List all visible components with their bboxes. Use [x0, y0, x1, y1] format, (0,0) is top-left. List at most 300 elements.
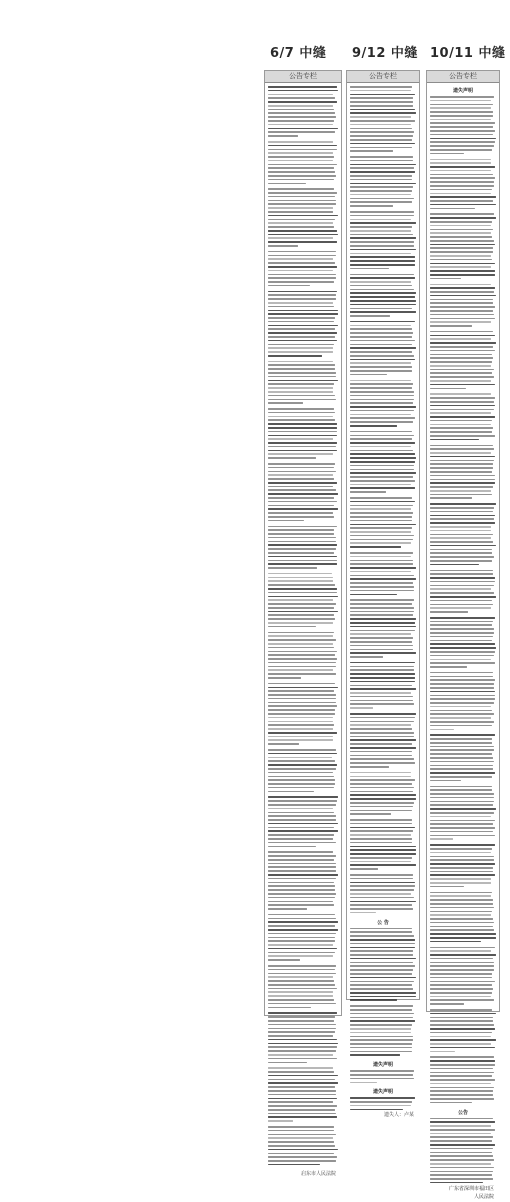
text-line	[268, 830, 338, 832]
text-line	[350, 304, 416, 306]
text-line	[350, 1039, 413, 1041]
text-line	[268, 1020, 334, 1022]
text-line	[430, 1028, 495, 1030]
paragraph-gap	[350, 916, 416, 918]
text-line	[350, 1078, 414, 1080]
text-line	[430, 721, 494, 723]
text-line	[268, 1082, 338, 1084]
text-line	[430, 482, 495, 484]
text-line	[430, 1121, 495, 1123]
text-line	[268, 897, 335, 899]
text-line	[430, 859, 494, 861]
text-line	[430, 100, 491, 102]
text-line	[268, 772, 333, 774]
text-line	[268, 1130, 334, 1132]
text-line	[350, 414, 411, 416]
text-line	[350, 846, 416, 848]
text-line	[268, 313, 338, 315]
text-line	[430, 342, 496, 344]
text-line	[350, 996, 416, 998]
text-line	[350, 751, 412, 753]
text-line	[268, 749, 336, 751]
text-line	[430, 1036, 491, 1038]
text-line	[430, 1163, 491, 1165]
text-line	[430, 729, 454, 731]
text-line	[350, 973, 412, 975]
text-line	[350, 1054, 400, 1056]
text-line	[268, 791, 314, 793]
text-line	[430, 424, 491, 426]
text-line	[430, 331, 493, 333]
text-line	[430, 556, 494, 558]
text-line	[350, 332, 413, 334]
closing-signature: 启东市人民法院	[300, 1170, 336, 1177]
text-line	[350, 1009, 412, 1011]
text-line	[430, 284, 491, 286]
text-line	[350, 281, 411, 283]
text-line	[350, 383, 413, 385]
text-line	[268, 838, 333, 840]
text-line	[268, 635, 333, 637]
text-line	[350, 476, 413, 478]
text-line	[268, 842, 336, 844]
text-line	[350, 241, 414, 243]
text-line	[268, 779, 335, 781]
text-line	[350, 328, 412, 330]
text-line	[268, 673, 336, 675]
paragraph-gap	[350, 1058, 416, 1060]
text-line	[430, 497, 472, 499]
text-line	[430, 119, 491, 121]
text-line	[430, 1009, 492, 1011]
text-line	[350, 274, 414, 276]
text-line	[350, 362, 411, 364]
text-line	[430, 357, 493, 359]
text-line	[350, 453, 415, 455]
text-line	[350, 442, 415, 444]
text-line	[268, 347, 333, 349]
text-line	[268, 724, 334, 726]
text-line	[430, 947, 495, 949]
text-line	[430, 1090, 493, 1092]
text-line	[430, 232, 491, 234]
text-line	[350, 268, 389, 270]
paragraph-gap	[350, 1085, 416, 1087]
text-line	[430, 933, 496, 935]
text-line	[430, 420, 492, 422]
text-line	[268, 904, 334, 906]
text-line	[268, 135, 298, 137]
text-line	[350, 766, 389, 768]
text-line	[430, 867, 493, 869]
text-line	[268, 937, 335, 939]
text-line	[268, 743, 299, 745]
text-line	[268, 192, 337, 194]
text-line	[268, 753, 337, 755]
text-line	[268, 408, 334, 410]
text-line	[350, 539, 413, 541]
text-line	[350, 245, 414, 247]
text-line	[430, 1140, 492, 1142]
text-line	[350, 1013, 414, 1015]
text-line	[430, 1056, 494, 1058]
text-line	[430, 149, 492, 151]
text-line	[268, 325, 338, 327]
text-line	[350, 116, 411, 118]
text-line	[268, 709, 335, 711]
text-line	[350, 772, 411, 774]
text-line	[350, 622, 415, 624]
text-line	[430, 122, 495, 124]
text-line	[268, 544, 337, 546]
text-line	[350, 950, 413, 952]
text-line	[430, 878, 491, 880]
text-line	[350, 186, 413, 188]
text-line	[430, 1087, 494, 1089]
text-line	[268, 380, 338, 382]
text-line	[268, 211, 333, 213]
date-label-col2: 9/12 中缝	[352, 46, 418, 61]
text-line	[430, 600, 492, 602]
text-line	[350, 520, 412, 522]
text-line	[430, 698, 495, 700]
text-line	[268, 1153, 334, 1155]
text-line	[430, 526, 491, 528]
text-line	[350, 508, 411, 510]
text-line	[430, 1133, 491, 1135]
text-line	[268, 156, 334, 158]
text-line	[350, 124, 411, 126]
text-line	[350, 947, 415, 949]
text-line	[268, 222, 333, 224]
text-line	[268, 874, 338, 876]
text-line	[350, 450, 413, 452]
text-line	[268, 520, 304, 522]
text-line	[430, 376, 494, 378]
text-line	[268, 489, 336, 491]
text-line	[430, 725, 492, 727]
text-line	[268, 580, 333, 582]
text-line	[350, 497, 412, 499]
text-line	[430, 445, 493, 447]
text-line	[350, 747, 416, 749]
text-line	[430, 295, 496, 297]
text-line	[350, 289, 414, 291]
text-line	[430, 573, 493, 575]
text-line	[350, 662, 415, 664]
text-line	[350, 626, 416, 628]
text-line	[350, 340, 415, 342]
text-line	[430, 1032, 492, 1034]
text-line	[268, 200, 336, 202]
text-line	[268, 435, 337, 437]
text-line	[268, 355, 322, 357]
text-line	[350, 472, 416, 474]
text-line	[268, 105, 333, 107]
text-line	[350, 311, 416, 313]
text-line	[430, 903, 493, 905]
text-line	[268, 438, 333, 440]
text-line	[430, 1083, 491, 1085]
text-line	[268, 310, 338, 312]
text-line	[268, 882, 334, 884]
text-line	[350, 1109, 403, 1111]
column-3-header: 公告专栏	[427, 71, 499, 83]
text-line	[268, 955, 333, 957]
column-2-header: 公告专栏	[347, 71, 419, 83]
text-line	[430, 1118, 493, 1120]
text-line	[350, 984, 412, 986]
text-line	[350, 794, 416, 796]
text-line	[430, 969, 494, 971]
text-line	[350, 758, 414, 760]
text-line	[350, 344, 412, 346]
text-line	[350, 614, 413, 616]
text-line	[430, 166, 495, 168]
text-line	[268, 563, 337, 565]
text-line	[268, 463, 335, 465]
text-line	[430, 431, 492, 433]
text-line	[350, 105, 413, 107]
text-line	[430, 299, 493, 301]
text-line	[268, 654, 335, 656]
text-line	[268, 1058, 337, 1060]
text-line	[268, 658, 337, 660]
text-line	[350, 560, 413, 562]
text-line	[350, 94, 415, 96]
text-line	[268, 285, 310, 287]
text-line	[268, 980, 334, 982]
text-line	[430, 1064, 495, 1066]
text-line	[268, 991, 333, 993]
text-line	[268, 573, 332, 575]
text-line	[350, 205, 393, 207]
text-line	[350, 864, 416, 866]
text-line	[350, 325, 411, 327]
text-line	[350, 743, 412, 745]
text-line	[268, 101, 337, 103]
text-line	[430, 742, 492, 744]
text-line	[430, 632, 494, 634]
text-line	[430, 522, 495, 524]
text-line	[350, 143, 415, 145]
text-line	[430, 266, 491, 268]
text-line	[430, 962, 494, 964]
text-line	[268, 478, 334, 480]
text-line	[430, 177, 495, 179]
text-line	[350, 222, 416, 224]
text-line	[268, 120, 334, 122]
text-line	[268, 1079, 335, 1081]
text-line	[268, 402, 303, 404]
text-line	[430, 217, 496, 219]
text-line	[430, 1051, 455, 1053]
text-line	[430, 812, 494, 814]
text-line	[350, 484, 411, 486]
text-line	[268, 446, 336, 448]
text-line	[350, 649, 413, 651]
text-line	[350, 931, 412, 933]
text-line	[430, 977, 492, 979]
text-line	[430, 1155, 493, 1157]
text-line	[430, 950, 491, 952]
text-line	[268, 823, 338, 825]
text-line	[430, 494, 492, 496]
text-line	[268, 179, 334, 181]
text-line	[350, 167, 414, 169]
text-line	[430, 530, 491, 532]
text-line	[350, 1043, 412, 1045]
text-line	[430, 274, 495, 276]
text-line	[268, 1156, 337, 1158]
text-line	[268, 973, 336, 975]
text-line	[268, 427, 337, 429]
text-line	[430, 314, 494, 316]
text-line	[430, 621, 493, 623]
text-line	[268, 1141, 334, 1143]
text-line	[430, 126, 493, 128]
text-line	[268, 705, 337, 707]
text-line	[268, 666, 336, 668]
text-line	[350, 391, 414, 393]
text-line	[350, 779, 415, 781]
text-line	[350, 563, 413, 565]
text-line	[350, 912, 376, 914]
text-line	[430, 439, 479, 441]
text-line	[268, 1145, 335, 1147]
text-line	[430, 780, 461, 782]
text-line	[430, 596, 496, 598]
text-line	[430, 318, 495, 320]
text-line	[350, 819, 412, 821]
text-line	[268, 1046, 337, 1048]
text-line	[430, 354, 492, 356]
text-line	[268, 1134, 336, 1136]
text-line	[350, 336, 412, 338]
text-line	[268, 669, 333, 671]
text-line	[430, 549, 492, 551]
text-line	[430, 1129, 495, 1131]
text-line	[430, 687, 494, 689]
text-line	[350, 607, 414, 609]
text-line	[430, 797, 494, 799]
text-line	[350, 1028, 411, 1030]
text-line	[268, 351, 333, 353]
notice-column-1	[264, 70, 342, 1177]
text-line	[268, 128, 338, 130]
text-line	[350, 164, 416, 166]
text-line	[350, 524, 416, 526]
text-line	[350, 1017, 413, 1019]
text-line	[268, 255, 336, 257]
text-line	[268, 145, 337, 147]
text-line	[430, 310, 493, 312]
text-line	[430, 564, 479, 566]
text-line	[268, 1024, 336, 1026]
text-line	[430, 174, 493, 176]
text-line	[268, 294, 336, 296]
text-line	[268, 776, 334, 778]
text-line	[268, 643, 333, 645]
text-line	[430, 291, 494, 293]
text-line	[268, 1149, 338, 1151]
text-line	[430, 914, 491, 916]
text-line	[268, 588, 337, 590]
text-line	[350, 893, 411, 895]
text-line	[350, 965, 415, 967]
text-line	[350, 868, 378, 870]
text-line	[350, 669, 414, 671]
text-line	[430, 427, 493, 429]
text-line	[268, 713, 335, 715]
text-line	[350, 260, 415, 262]
text-line	[430, 984, 492, 986]
mid-section-title: 公 告	[377, 919, 389, 926]
text-line	[430, 134, 493, 136]
text-line	[268, 1098, 337, 1100]
text-line	[268, 141, 333, 143]
text-line	[268, 277, 336, 279]
text-line	[268, 97, 335, 99]
text-line	[430, 695, 495, 697]
text-line	[430, 251, 493, 253]
text-line	[268, 90, 338, 92]
text-line	[350, 399, 414, 401]
text-line	[350, 406, 416, 408]
text-line	[350, 171, 415, 173]
text-line	[430, 996, 491, 998]
text-line	[350, 234, 413, 236]
text-line	[268, 149, 337, 151]
text-line	[430, 808, 496, 810]
text-line	[430, 804, 493, 806]
text-line	[350, 885, 415, 887]
text-line	[268, 827, 334, 829]
text-line	[268, 361, 333, 363]
text-line	[430, 159, 491, 161]
text-line	[268, 508, 338, 510]
text-line	[268, 541, 336, 543]
text-line	[268, 442, 337, 444]
text-line	[430, 196, 496, 198]
text-line	[268, 614, 334, 616]
text-line	[350, 139, 412, 141]
paragraph-gap	[268, 1168, 338, 1170]
text-line	[268, 760, 335, 762]
text-line	[430, 471, 492, 473]
text-line	[268, 457, 316, 459]
text-line	[350, 160, 413, 162]
text-line	[268, 757, 332, 759]
text-line	[350, 857, 412, 859]
text-line	[350, 813, 391, 815]
text-line	[268, 728, 333, 730]
text-line	[350, 1036, 413, 1038]
text-line	[350, 351, 412, 353]
text-line	[350, 457, 416, 459]
text-line	[268, 412, 335, 414]
text-line	[268, 270, 333, 272]
text-line	[350, 717, 415, 719]
text-line	[430, 624, 492, 626]
text-line	[268, 298, 336, 300]
text-line	[268, 486, 333, 488]
text-line	[268, 721, 333, 723]
text-line	[268, 768, 336, 770]
text-line	[430, 335, 495, 337]
text-line	[268, 859, 334, 861]
text-line	[350, 834, 411, 836]
